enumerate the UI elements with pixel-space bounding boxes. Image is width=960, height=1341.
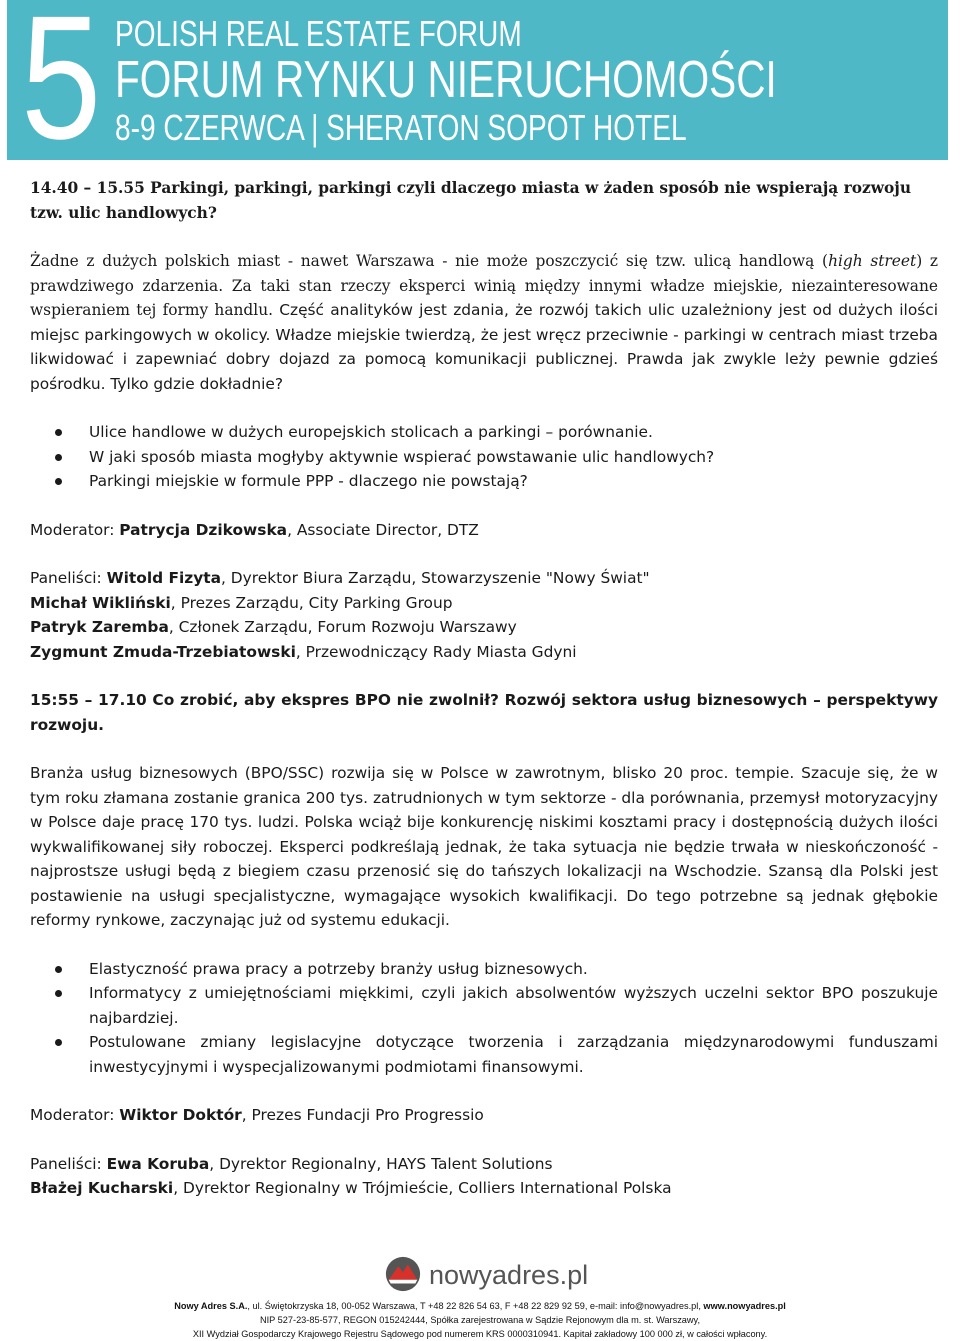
list-item: Postulowane zmiany legislacyjne dotyczące tworzenia i zarządzania międzynarodowymi funduszami inwestycyjnymi i wyspecjalizowanymi podmiotami finansowymi. — [30, 1030, 938, 1079]
bullet-icon — [55, 990, 62, 997]
document-body — [30, 176, 938, 1201]
session-1-text-a: Żadne z dużych polskich miast - nawet Warszawa - nie może poszczycić się tzw. ulicą handlową ( — [30, 252, 829, 270]
session-1-panelist: Paneliści: Witold Fizyta, Dyrektor Biura Zarządu, Stowarzyszenie "Nowy Świat" — [30, 569, 650, 587]
list-item: W jaki sposób miasta mogłyby aktywnie wspierać powstawanie ulic handlowych? — [30, 445, 938, 470]
bullet-icon — [55, 429, 62, 436]
list-item: Elastyczność prawa pracy a potrzeby branży usług biznesowych. — [30, 957, 938, 982]
footer-logo — [384, 1253, 634, 1297]
nowyadres-logo-icon — [384, 1255, 422, 1293]
session-1-text-b: ) z prawdziwego zdarzenia. Za taki stan rzeczy eksperci winią między innymi władze miejskie, niezainteresowane wspieraniem tej formy handlu. — [30, 252, 939, 319]
footer-line-1: Nowy Adres S.A., ul. Świętokrzyska 18, 00-052 Warszawa, T +48 22 826 54 63, F +48 22 829 92 59, e-mail: info@nowyadres.pl, www.nowyadres.pl — [174, 1301, 786, 1311]
header-banner — [7, 0, 948, 160]
session-1-panelist: Michał Wikliński, Prezes Zarządu, City Parking Group — [30, 593, 453, 612]
list-item: Informatycy z umiejętnościami miękkimi, czyli jakich absolwentów wyższych uczelni sektor BPO poszukuje najbardziej. — [30, 981, 938, 1030]
footer-line-2: NIP 527-23-85-577, REGON 015242444, Spółka zarejestrowana w Sądzie Rejonowym dla m. st. Warszawy, — [259, 1315, 701, 1325]
banner-line-2: FORUM RYNKU NIERUCHOMOŚCI — [115, 51, 777, 109]
session-2-moderator: Moderator: Wiktor Doktór, Prezes Fundacji Pro Progressio — [30, 1106, 484, 1124]
footer-website-link[interactable]: www.nowyadres.pl — [703, 1301, 786, 1311]
footer-line-3: XII Wydział Gospodarczy Krajowego Rejestru Sądowego pod numerem KRS 0000310941. Kapitał zakładowy 100 000 zł, w całości wpłacony. — [192, 1329, 768, 1339]
banner-line-3: 8-9 CZERWCA | SHERATON SOPOT HOTEL — [115, 107, 687, 148]
bullet-icon — [55, 966, 62, 973]
session-2-panelist: Błażej Kucharski, Dyrektor Regionalny w Trójmieście, Colliers International Polska — [30, 1179, 672, 1197]
session-1-text-c: Część analityków jest zdania, że rozwój takich ulic uzależniony jest od dużych ilości miejsc parkingowych w okolicy. Władze miejskie twierdzą, że jest wręcz przeciwnie - parkingi w centrach miast trzeba likwidować i zapewniać dobry dojazd za pomocą komunikacji publicznej. Prawda jak zwykle leży pewnie gdzieś pośrodku. Tylko gdzie dokładnie? — [30, 301, 938, 393]
session-1-italic: high street — [828, 252, 917, 270]
session-1-paragraph — [30, 249, 938, 396]
session-1-panelist: Zygmunt Zmuda-Trzebiatowski, Przewodniczący Rady Miasta Gdyni — [30, 642, 577, 661]
session-1-bullets — [30, 420, 938, 494]
session-2-title: 15:55 – 17.10 Co zrobić, aby ekspres BPO nie zwolnił? Rozwój sektora usług biznesowych – perspektywy rozwoju. — [30, 691, 938, 734]
bullet-icon — [55, 478, 62, 485]
session-2-panelist: Paneliści: Ewa Koruba, Dyrektor Regionalny, HAYS Talent Solutions — [30, 1154, 553, 1173]
list-item: Parkingi miejskie w formule PPP - dlaczego nie powstają? — [30, 469, 938, 494]
bullet-icon — [55, 454, 62, 461]
session-1-moderator: Moderator: Patrycja Dzikowska, Associate Director, DTZ — [30, 520, 479, 539]
session-2-paragraph: Branża usług biznesowych (BPO/SSC) rozwija się w Polsce w zawrotnym, blisko 20 proc. tempie. Szacuje się, że w tym roku złamana zostanie granica 200 tys. zatrudnionych w tym sektorze - dla porównania, przemysł motoryzacyjny w Polsce daje pracę 170 tys. ludzi. Polska wciąż bije konkurencję niskimi kosztami pracy i dostępnością dużych ilości wykwalifikowanej siły roboczej. Eksperci podkreślają jednak, że taka sytuacja nie będzie trwała w nieskończoność - najprostsze usługi będą z biegiem czasu przenosić się do tańszych lokalizacji na Wschodzie. Szansą dla Polski jest postawienie na usługi specjalistyczne, wymagające wysokich kwalifikacji. Do tego potrzebne są jednak głębokie reformy rynkowe, zaczynając już od systemu edukacji. — [30, 764, 938, 929]
edition-number: 5 — [21, 0, 97, 160]
banner-line-1: POLISH REAL ESTATE FORUM — [115, 13, 522, 54]
bullet-icon — [55, 1039, 62, 1046]
footer-brand: nowyadres.pl — [429, 1260, 589, 1290]
session-2-bullets — [30, 957, 938, 1080]
session-1-panelist: Patryk Zaremba, Członek Zarządu, Forum Rozwoju Warszawy — [30, 618, 517, 636]
list-item: Ulice handlowe w dużych europejskich stolicach a parkingi – porównanie. — [30, 420, 938, 445]
session-1-title: 14.40 – 15.55 Parkingi, parkingi, parkingi czyli dlaczego miasta w żaden sposób nie wspierają rozwoju tzw. ulic handlowych? — [30, 179, 912, 222]
